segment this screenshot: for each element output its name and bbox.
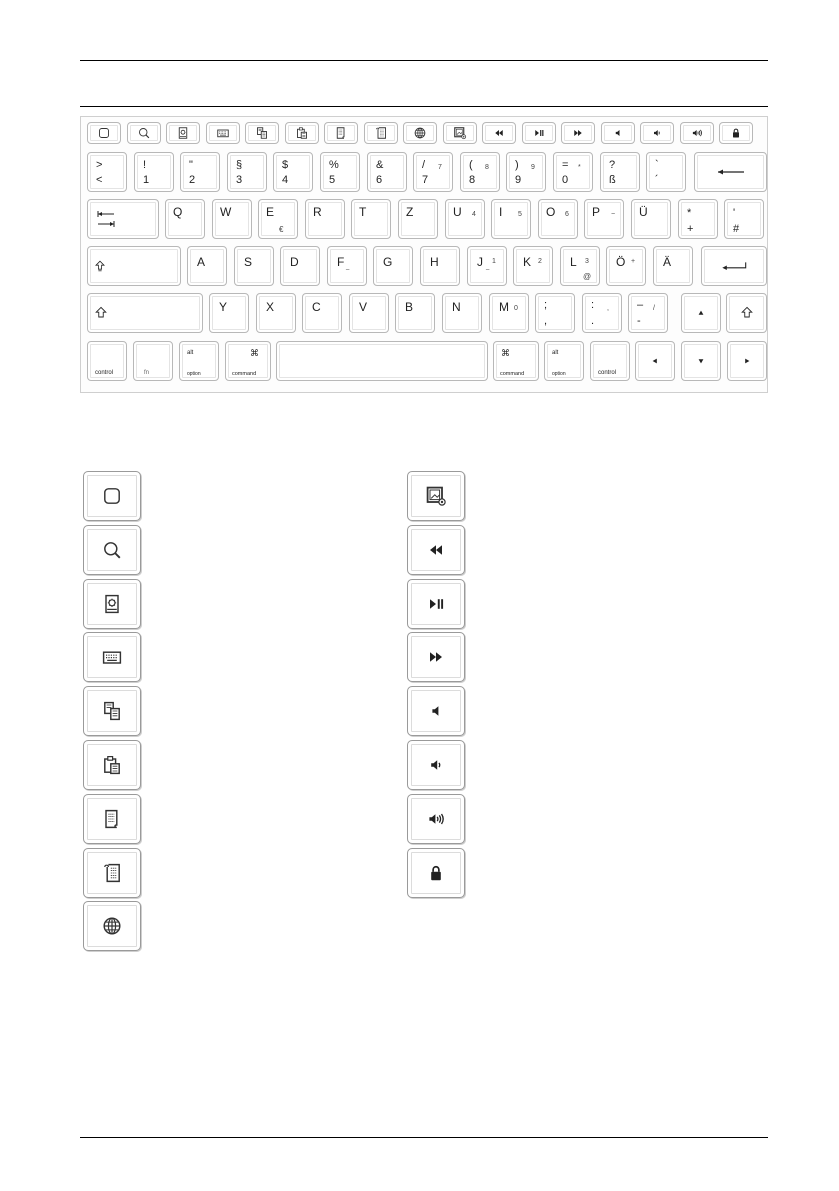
key-label: & xyxy=(376,159,384,171)
key-label: 2 xyxy=(189,174,196,186)
legend-key-photo xyxy=(83,579,141,629)
option-key-right xyxy=(544,341,584,381)
option-key-left xyxy=(179,341,219,381)
key-label: P xyxy=(592,205,601,219)
key-label: K xyxy=(523,255,532,269)
key-label: ! xyxy=(143,159,147,171)
key-label: / xyxy=(653,305,655,312)
command-label: command xyxy=(232,371,257,377)
key-label: 6 xyxy=(376,174,383,186)
key-label: T xyxy=(359,205,367,219)
key-letter-row3 xyxy=(606,246,646,286)
key-label: ? xyxy=(609,159,616,171)
key-label: 0 xyxy=(514,305,518,312)
arrow-left-key xyxy=(635,341,675,381)
key-label: ` xyxy=(655,159,659,171)
fn-key-vol-up xyxy=(680,122,714,144)
key-label: . xyxy=(591,315,595,327)
fn-key-lock xyxy=(719,122,753,144)
key-letter-row3 xyxy=(467,246,507,286)
key-letter-row4 xyxy=(628,293,668,333)
key-label: @ xyxy=(583,272,592,281)
command-key-right xyxy=(493,341,539,381)
key-label: ( xyxy=(469,159,473,171)
legend-key-copy xyxy=(83,686,141,736)
command-symbol: ⌘ xyxy=(501,348,510,358)
key-letter-row2 xyxy=(678,199,718,239)
key-angle-brackets xyxy=(87,152,127,192)
key-letter-row4 xyxy=(582,293,622,333)
key-number-row xyxy=(320,152,360,192)
key-letter-row3 xyxy=(234,246,274,286)
key-label: 7 xyxy=(438,164,442,171)
fn-key-screenshot xyxy=(443,122,477,144)
key-letter-row4 xyxy=(349,293,389,333)
key-label: W xyxy=(220,205,232,219)
key-label: M xyxy=(499,300,509,314)
key-letter-row2 xyxy=(631,199,671,239)
key-label: ) xyxy=(515,159,519,171)
key-letter-row2 xyxy=(212,199,252,239)
key-letter-row2 xyxy=(724,199,764,239)
key-label: , xyxy=(607,305,609,312)
key-label: = xyxy=(562,159,569,171)
legend-key-fast-forward xyxy=(407,632,465,682)
key-number-row xyxy=(553,152,593,192)
key-label: ß xyxy=(609,174,616,186)
key-label: H xyxy=(430,255,439,269)
backspace-key xyxy=(694,152,767,192)
key-label: 6 xyxy=(565,211,569,218)
key-label: ´ xyxy=(655,174,659,186)
key-letter-row2 xyxy=(305,199,345,239)
key-letter-row2 xyxy=(538,199,578,239)
key-label: J xyxy=(477,255,483,269)
key-number-row xyxy=(273,152,313,192)
key-label: D xyxy=(290,255,299,269)
key-label: – xyxy=(637,299,644,311)
key-letter-row4 xyxy=(442,293,482,333)
fn-key-scroll xyxy=(364,122,398,144)
option-label: option xyxy=(187,371,201,377)
bottom-rule xyxy=(80,1137,768,1138)
fn-key-copy xyxy=(245,122,279,144)
legend-key-vol-down xyxy=(407,740,465,790)
key-number-row xyxy=(460,152,500,192)
fn-key-doc xyxy=(324,122,358,144)
fn-key-blank xyxy=(87,122,121,144)
option-label: option xyxy=(552,371,566,377)
key-number-row xyxy=(413,152,453,192)
key-label: 9 xyxy=(515,174,522,186)
key-label: F xyxy=(337,255,345,269)
key-label: 0 xyxy=(562,174,569,186)
key-label: € xyxy=(279,225,284,234)
key-label: V xyxy=(359,300,368,314)
key-label: * xyxy=(578,164,581,171)
key-label: $ xyxy=(282,159,289,171)
section-rule xyxy=(80,106,768,107)
key-label: ; xyxy=(544,299,548,311)
fn-key-mute xyxy=(601,122,635,144)
key-label: 8 xyxy=(469,174,476,186)
alt-label: alt xyxy=(552,350,559,356)
key-number-row xyxy=(367,152,407,192)
key-label: % xyxy=(329,159,339,171)
fn-key xyxy=(133,341,173,381)
key-number-row xyxy=(227,152,267,192)
key-label: + xyxy=(687,223,694,235)
key-label: , xyxy=(544,315,548,327)
key-letter-row3 xyxy=(187,246,227,286)
legend-key-paste xyxy=(83,740,141,790)
key-label: G xyxy=(383,255,393,269)
enter-key xyxy=(701,246,767,286)
key-label: Ä xyxy=(663,255,672,269)
left-shift-key xyxy=(87,293,203,333)
fn-key-keyboard xyxy=(206,122,240,144)
key-letter-row3 xyxy=(373,246,413,286)
key-label: U xyxy=(453,205,462,219)
key-label: Z xyxy=(406,205,414,219)
key-number-row xyxy=(180,152,220,192)
key-label: / xyxy=(422,159,426,171)
key-label: I xyxy=(499,205,503,219)
key-letter-row2 xyxy=(445,199,485,239)
legend-key-blank xyxy=(83,471,141,521)
key-label: 1 xyxy=(492,258,496,265)
legend-key-mute xyxy=(407,686,465,736)
key-label: E xyxy=(266,205,275,219)
key-label: * xyxy=(687,207,692,219)
key-label: L xyxy=(570,255,577,269)
fn-key-search xyxy=(127,122,161,144)
key-label: - xyxy=(637,315,641,327)
key-letter-row2 xyxy=(258,199,298,239)
key-label: < xyxy=(96,174,103,186)
key-label: 7 xyxy=(422,174,429,186)
key-number-row xyxy=(600,152,640,192)
key-letter-row3 xyxy=(653,246,693,286)
fn-label: fn xyxy=(144,370,150,376)
key-letter-row2 xyxy=(165,199,205,239)
key-label: X xyxy=(266,300,275,314)
key-letter-row4 xyxy=(209,293,249,333)
key-label: Y xyxy=(219,300,228,314)
legend-key-globe xyxy=(83,901,141,951)
key-letter-row3 xyxy=(280,246,320,286)
key-letter-row3 xyxy=(513,246,553,286)
arrow-right-key xyxy=(727,341,767,381)
space-bar xyxy=(276,341,488,381)
key-letter-row2 xyxy=(491,199,531,239)
key-label: Q xyxy=(173,205,183,219)
key-label: 2 xyxy=(538,258,542,265)
legend-key-vol-up xyxy=(407,794,465,844)
key-letter-row2 xyxy=(398,199,438,239)
key-label: B xyxy=(405,300,414,314)
fn-key-paste xyxy=(285,122,319,144)
control-key-right xyxy=(590,341,630,381)
key-label: N xyxy=(452,300,461,314)
legend-key-search xyxy=(83,525,141,575)
key-letter-row2 xyxy=(584,199,624,239)
key-letter-row3 xyxy=(560,246,600,286)
fn-key-globe xyxy=(403,122,437,144)
control-label: control xyxy=(598,370,617,376)
key-label: + xyxy=(631,258,636,265)
key-label: 3 xyxy=(585,258,589,265)
key-letter-row4 xyxy=(256,293,296,333)
fn-key-play-pause xyxy=(522,122,556,144)
key-letter-row3 xyxy=(420,246,460,286)
key-label: C xyxy=(312,300,321,314)
command-label: command xyxy=(500,371,525,377)
key-label: 3 xyxy=(236,174,243,186)
key-letter-row4 xyxy=(489,293,529,333)
arrow-up-key xyxy=(681,293,721,333)
caps-lock-key xyxy=(87,246,181,286)
key-label: _ xyxy=(486,264,490,270)
key-label: O xyxy=(546,205,556,219)
key-label: " xyxy=(189,159,193,171)
key-label: 4 xyxy=(282,174,289,186)
key-label: Ö xyxy=(616,255,626,269)
key-label: S xyxy=(244,255,253,269)
key-label: # xyxy=(733,223,740,235)
key-letter-row4 xyxy=(302,293,342,333)
key-label: _ xyxy=(346,264,350,270)
key-label: Ü xyxy=(639,205,648,219)
key-letter-row4 xyxy=(395,293,435,333)
keyboard-diagram xyxy=(80,116,768,393)
top-rule xyxy=(80,60,768,61)
key-letter-row3 xyxy=(327,246,367,286)
key-label: R xyxy=(313,205,322,219)
key-label: 4 xyxy=(472,211,476,218)
legend-key-lock xyxy=(407,848,465,898)
key-label: A xyxy=(197,255,206,269)
key-number-row xyxy=(646,152,686,192)
key-label: 8 xyxy=(485,164,489,171)
command-key-left xyxy=(225,341,271,381)
fn-key-fast-forward xyxy=(561,122,595,144)
key-label: 5 xyxy=(329,174,336,186)
alt-label: alt xyxy=(187,350,194,356)
command-symbol: ⌘ xyxy=(250,348,259,358)
legend-key-rewind xyxy=(407,525,465,575)
fn-key-vol-down xyxy=(640,122,674,144)
key-label: > xyxy=(96,159,103,171)
key-label: : xyxy=(591,299,595,311)
control-label: control xyxy=(95,370,114,376)
key-label: ' xyxy=(733,207,736,219)
legend-key-keyboard xyxy=(83,632,141,682)
key-number-row xyxy=(506,152,546,192)
fn-key-photo xyxy=(166,122,200,144)
legend-key-scroll xyxy=(83,848,141,898)
key-letter-row4 xyxy=(535,293,575,333)
key-number-row xyxy=(134,152,174,192)
arrow-down-key xyxy=(681,341,721,381)
right-shift-key xyxy=(726,293,767,333)
control-key-left xyxy=(87,341,127,381)
key-label: 5 xyxy=(518,211,522,218)
key-letter-row2 xyxy=(351,199,391,239)
legend-key-doc xyxy=(83,794,141,844)
key-label: 1 xyxy=(143,174,150,186)
tab-key xyxy=(87,199,159,239)
legend-key-play-pause xyxy=(407,579,465,629)
fn-key-rewind xyxy=(482,122,516,144)
key-label: § xyxy=(236,159,243,171)
key-label: 9 xyxy=(531,164,535,171)
key-label: − xyxy=(611,211,616,218)
legend-key-screenshot xyxy=(407,471,465,521)
